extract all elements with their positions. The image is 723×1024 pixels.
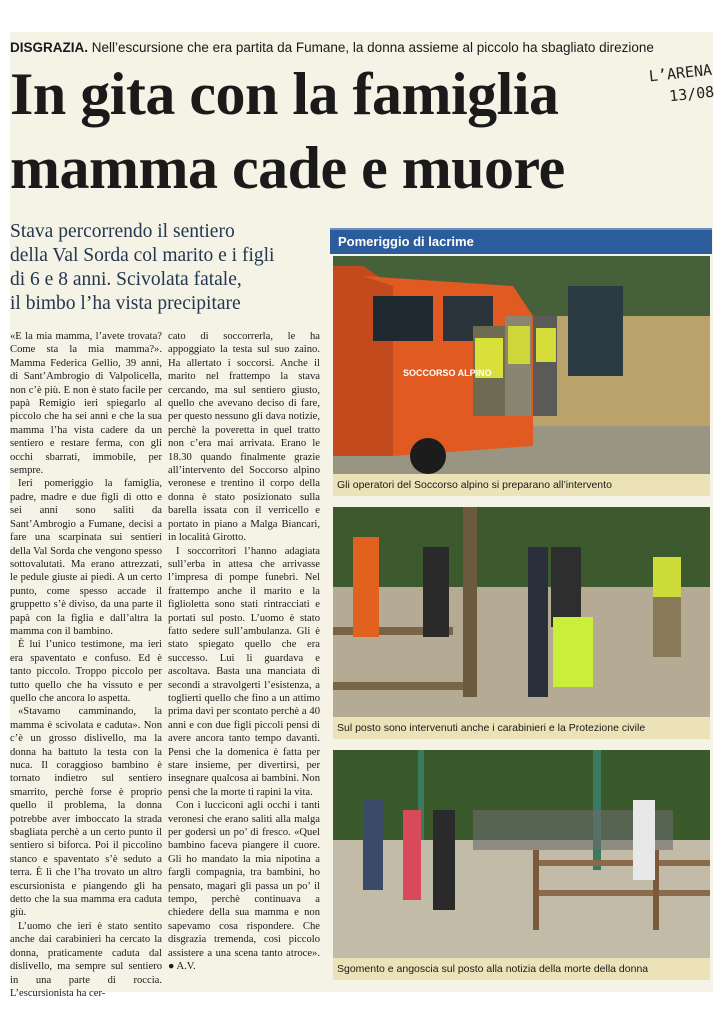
photo-carabinieri xyxy=(333,507,710,717)
photo-crowd xyxy=(333,750,710,958)
paragraph: «E la mia mamma, l’avete trovata? Come sta la mia mamma?». Mamma Federica Gellio, 39 anni, di Sant’Ambrogio di Valpolicella, non c’è più. E non è stato facile per papà Remigio ieri spiegarlo al piccolo che ha sei anni e che la sua mamma l’ha vista cadere da un sentiero e restare ferma, con gli occhi sbarrati, immobile, per sempre. xyxy=(10,331,162,477)
kicker xyxy=(10,40,654,55)
handwritten-note xyxy=(648,59,715,109)
kicker-text: Nell’escursione che era partita da Fumane, la donna assieme al piccolo ha sbagliato direzione xyxy=(91,40,654,55)
photo-rescue-team xyxy=(333,256,710,474)
handwritten-date: 13/08 xyxy=(668,82,716,106)
deck-line: il bimbo l’ha vista precipitare xyxy=(10,293,241,314)
headline-line-1: In gita con la famiglia xyxy=(10,61,559,127)
headline-line-2: mamma cade e muore xyxy=(10,135,565,201)
photo-caption-3: Sgomento e angoscia sul posto alla notizia della morte della donna xyxy=(333,958,710,980)
photo-section-banner xyxy=(330,228,712,254)
banner-title: Pomeriggio di lacrime xyxy=(338,234,474,249)
deck-line: Stava percorrendo il sentiero xyxy=(10,221,235,242)
deck-line: della Val Sorda col marito e i figli xyxy=(10,245,275,266)
deck xyxy=(10,220,320,316)
paragraph: cato di soccorrerla, le ha appoggiato la testa sul suo zaino. Ha allertato i soccorsi. Anche il marito nel frattempo la stava cercando, ma sul sentiero giusto, quello che avevano deciso di fare, per questo nessuno gli dava notizie, perchè la poveretta in quel tratto non c’era mai arrivata. Erano le 18.30 quando finalmente grazie all’intervento del Soccorso alpino veronese e trentino il corpo della donna è stato posizionato sulla barella issata con il verricello e portato in piano a Malga Biancari, in località Girotto. xyxy=(168,331,320,544)
kicker-tag: DISGRAZIA. xyxy=(10,40,89,55)
body-column-2 xyxy=(168,330,320,974)
photo-rescue-team-image xyxy=(333,256,710,474)
paragraph: I soccorritori l’hanno adagiata sull’erba in attesa che arrivasse l’impresa di pompe funebri. Nel frattempo anche il marito e la figlioletta sono stati rintracciati e portati sul posto. L’uomo è stato fatto sedere sull’ambulanza. Gli è stato spiegato quello che era successo. Lui li guardava e ascoltava. Basta una manciata di secondi a stravolgerti l’esistenza, a toglierti quello che fino a un attimo prima davi per scontato perchè a 40 anni e con due figli piccoli pensi di avere ancora tanto tempo davanti. Pensi che la domenica è fatta per stare insieme, per divertirsi, per insegnare qualcosa ai bambini. Non pensi che la morte ti rapini la vita. xyxy=(168,545,320,798)
deck-line: di 6 e 8 anni. Scivolata fatale, xyxy=(10,269,242,290)
photo-carabinieri-image xyxy=(333,507,710,717)
paragraph: L’uomo che ieri è stato sentito anche dai carabinieri ha cercato la donna, praticamente caduta dal dislivello, ma sempre sul sentiero in una parte di roccia. L’escursionista ha cer- xyxy=(10,920,162,999)
photo-crowd-image xyxy=(333,750,710,958)
paragraph: Con i lucciconi agli occhi i tanti veronesi che erano saliti alla malga per godersi un po’ di fresco. «Quel bambino faceva piangere il cuore. Gli ho mandato la mia nipotina a fargli compagnia, tra bambini, ho pensato, magari gli passa un po’ il tempo, perchè continuava a chiedere della sua mamma e non sapevamo cosa rispondere. Che disgrazia tremenda, così piccolo assistere a una scena tanto atroce». ● A.V. xyxy=(168,800,320,973)
body-column-1 xyxy=(10,330,162,1000)
handwritten-source: L’ARENA xyxy=(648,60,713,86)
photo-caption-1: Gli operatori del Soccorso alpino si preparano all’intervento xyxy=(333,474,710,496)
paragraph: È lui l’unico testimone, ma ieri era spaventato e confuso. Ed è tanto piccolo. Troppo piccolo per tutto quello che ha vissuto e per quello che ancora lo aspetta. xyxy=(10,639,162,704)
photo-caption-2: Sul posto sono intervenuti anche i carabinieri e la Protezione civile xyxy=(333,717,710,739)
vehicle-lettering: SOCCORSO ALPINO xyxy=(403,368,492,378)
paragraph: «Stavamo camminando, la mamma è scivolata e caduta». Non c’è un grosso dislivello, ma la donna ha battuto la testa con la nuca. Il coraggioso bambino è tornato indietro sul sentiero smarrito, perchè forse è proprio quello il problema, la donna potrebbe aver imboccato la strada sbagliata perchè a un certo punto il sentiero si biforca. Poi il piccolino stanco e spaventato s’è seduto a terra. È lì che l’ha trovato un altro escursionista e piangendo gli ha detto che la sua mamma era caduta giù. xyxy=(10,706,162,919)
paragraph: Ieri pomeriggio la famiglia, padre, madre e due figli di otto e sei anni sono saliti da Sant’Ambrogio a Fumane, decisi a fare una scarpinata sui sentieri della Val Sorda che vengono spesso sottovalutati. Ma erano attrezzati, le pedule giuste ai piedi. A un certo punto, come spesso accade il gruppetto s’è diviso, da una parte il papà con la figlia e dall’altra la mamma con il bambino. xyxy=(10,478,162,637)
